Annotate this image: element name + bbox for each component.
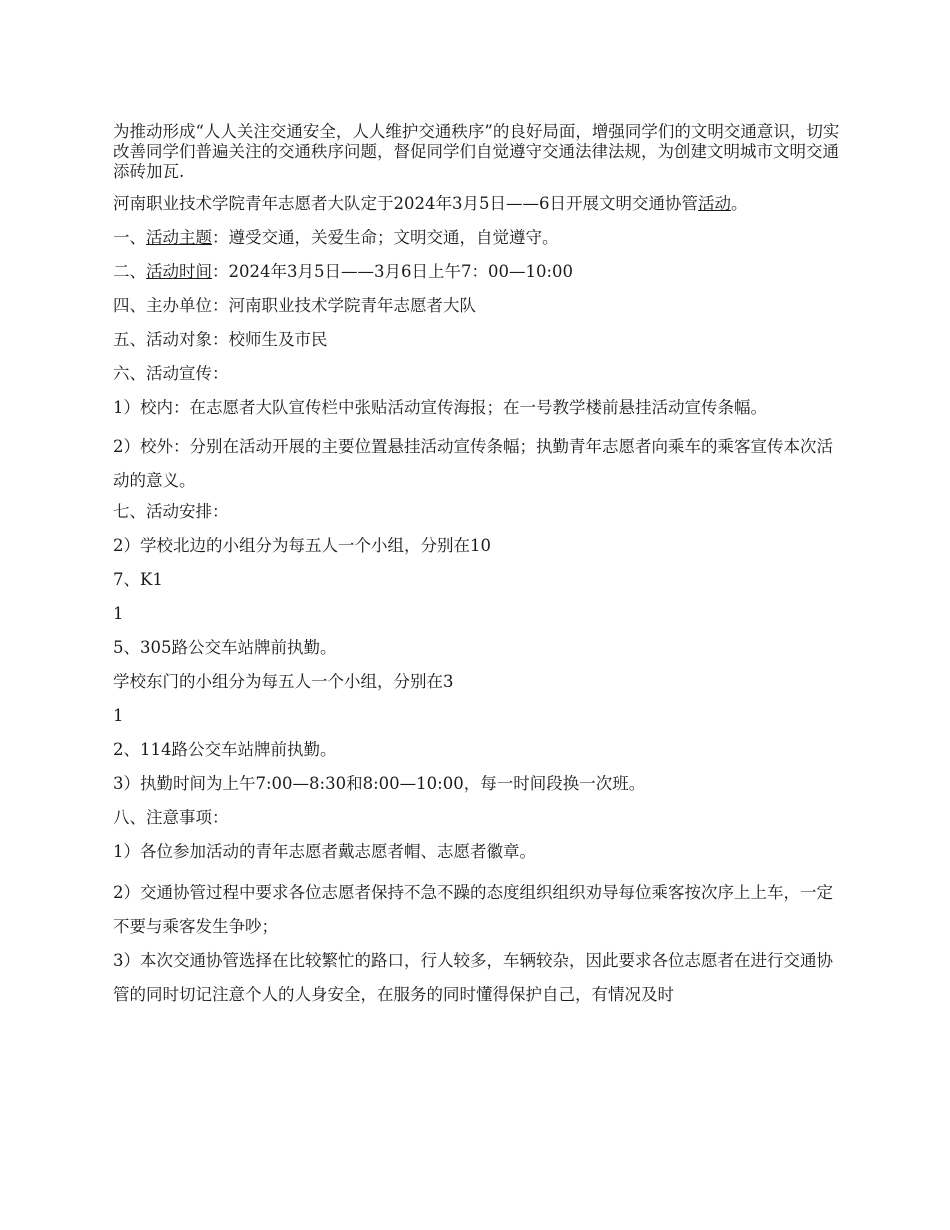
promo-heading: 六、活动宣传： xyxy=(113,364,229,383)
announce-suffix: 。 xyxy=(731,194,748,213)
arrange-one-b: 1 xyxy=(113,706,124,725)
note-1: 1）各位参加活动的青年志愿者戴志愿者帽、志愿者徽章。 xyxy=(113,842,536,861)
arrange-east: 学校东门的小组分为每五人一个小组，分别在3 xyxy=(113,672,454,691)
time-value: ：2024年3月5日——3月6日上午7：00—10:00 xyxy=(212,262,574,281)
document-body xyxy=(113,122,841,1012)
note-3: 3）本次交通协管选择在比较繁忙的路口，行人较多，车辆较杂，因此要求各位志愿者在进行交通协管的同时切记注意个人的人身安全，在服务的同时懂得保护自己，有情况及时 xyxy=(113,951,833,1004)
arrange-k1: 7、K1 xyxy=(113,570,163,589)
arrange-114: 2、114路公交车站牌前执勤。 xyxy=(113,740,337,759)
theme-line xyxy=(113,228,841,248)
note-2: 2）交通协管过程中要求各位志愿者保持不急不躁的态度组织组织劝导每位乘客按次序上上车，一定不要与乘客发生争吵； xyxy=(113,883,833,936)
time-line xyxy=(113,262,841,282)
arrange-305: 5、305路公交车站牌前执勤。 xyxy=(113,638,337,657)
audience-line: 五、活动对象：校师生及市民 xyxy=(113,330,328,349)
announce-paragraph xyxy=(113,194,841,214)
arrange-heading: 七、活动安排： xyxy=(113,502,229,521)
intro-paragraph: 为推动形成“人人关注交通安全，人人维护交通秩序”的良好局面，增强同学们的文明交通意识，切实改善同学们普遍关注的交通秩序问题，督促同学们自觉遵守交通法律法规，为创建文明城市文明交通添砖加瓦. xyxy=(113,122,840,181)
theme-value: ：遵受交通，关爱生命；文明交通，自觉遵守。 xyxy=(212,228,559,247)
time-label[interactable]: 活动时间 xyxy=(146,262,212,281)
announce-text: 河南职业技术学院青年志愿者大队定于2024年3月5日——6日开展文明交通协管 xyxy=(113,194,698,213)
promo-outside: 2）校外：分别在活动开展的主要位置悬挂活动宣传条幅；执勤青年志愿者向乘车的乘客宣传本次活动的意义。 xyxy=(113,437,833,490)
organizer-line: 四、主办单位：河南职业技术学院青年志愿者大队 xyxy=(113,296,476,315)
theme-label[interactable]: 活动主题 xyxy=(146,228,212,247)
time-prefix: 二、 xyxy=(113,262,146,281)
notes-heading: 八、注意事项： xyxy=(113,808,229,827)
arrange-north: 2）学校北边的小组分为每五人一个小组，分别在10 xyxy=(113,536,491,555)
arrange-one-a: 1 xyxy=(113,604,124,623)
announce-link[interactable]: 活动 xyxy=(698,194,731,213)
arrange-hours: 3）执勤时间为上午7:00—8:30和8:00—10:00，每一时间段换一次班。 xyxy=(113,774,646,793)
promo-inside: 1）校内：在志愿者大队宣传栏中张贴活动宣传海报；在一号教学楼前悬挂活动宣传条幅。 xyxy=(113,398,767,417)
theme-prefix: 一、 xyxy=(113,228,146,247)
